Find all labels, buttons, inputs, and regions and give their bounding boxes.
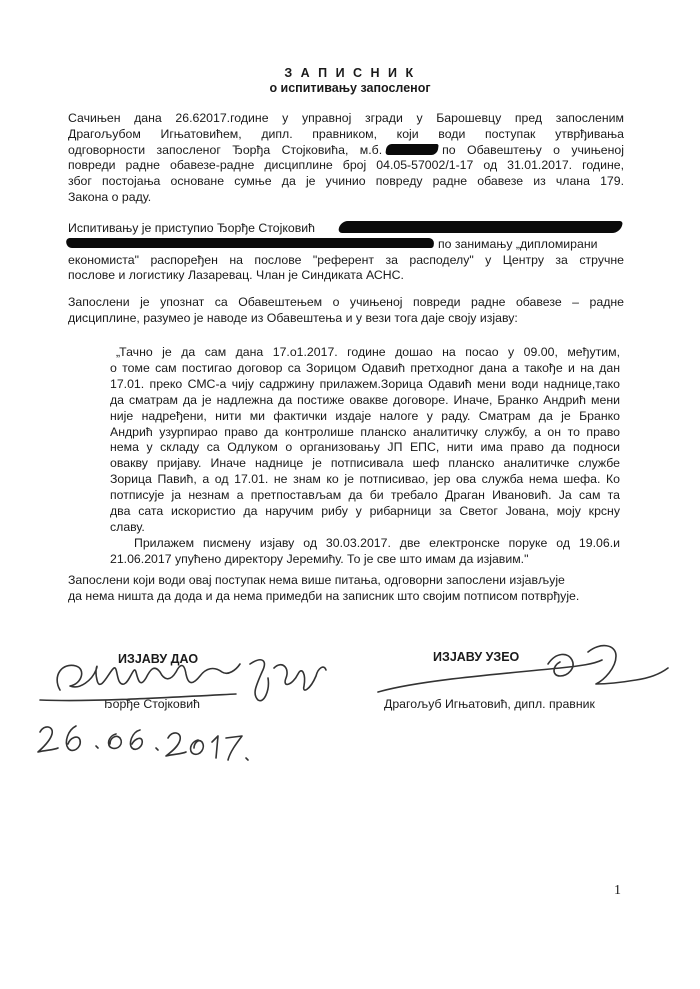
text-line: по занимању „дипломирани [438, 236, 598, 251]
text-segment: по Обавештењу о учињеној [442, 142, 624, 157]
text-line: Закона о раду. [68, 189, 152, 204]
text-line: потписује ја незнам а претпостављам да би требало Драган Ивановић. Ја сам та [110, 488, 620, 503]
text-line: Зорица Павић, а од 17.01. не знам ко је потписивао, јер ова служба нема шефа. Ко [110, 472, 620, 487]
text-line: Запослени је упознат са Обавештењем о учињеној повреди радне обавезе – радне [68, 295, 624, 309]
text-line: нема у складу са Одлуком о организовању ЈП ЕПС, нити има право да подноси [110, 440, 620, 455]
text-line: због постојања основане сумње да је учинио повреду радне обавезе из члана 179. [68, 174, 624, 189]
text-line: Сачињен дана 26.62017.године у управној згради у Барошевцу пред запосленим [68, 111, 624, 125]
left-signature-label: ИЗЈАВУ ДАО [118, 652, 199, 666]
document-subtitle: о испитивању запосленог [269, 81, 431, 95]
text-line: 17.01. преко СМС-а чију садржину прилажем.Зорица Одавић мени води наднице,тако [110, 376, 620, 391]
text-line: дисциплине, разумео је наводе из Обавештења и у вези тога даје своју изјаву: [68, 310, 518, 325]
right-signature-stroke [378, 660, 602, 692]
left-signature-stroke [40, 694, 236, 701]
text-line: славу. [110, 519, 145, 534]
text-line: Запослени који води овај поступак нема више питања, одговорни запослени изјављује [68, 573, 565, 587]
handwritten-date [212, 736, 218, 758]
right-signature-stroke [548, 654, 573, 676]
left-signature-stroke [57, 664, 240, 690]
text-line: Испитивању је приступио Ђорђе Стојковић [68, 221, 315, 235]
handwritten-date [38, 727, 58, 752]
text-line: послове и логистику Лазаревац. Члан је Синдиката АСНС. [68, 268, 404, 283]
handwritten-date [191, 740, 204, 754]
page-number: 1 [614, 883, 621, 898]
text-line: два сата искористио да наручим рибу у рибарници за Светог Јована, мојy крсну [110, 504, 620, 519]
text-line: Прилажем писмену изјаву од 30.03.2017. две електронске поруке од 19.06.и [134, 536, 620, 550]
handwritten-date [226, 736, 242, 760]
text-line: овакву пријаву. Иначе наднице је потписивала шеф планско аналитичке службе [110, 456, 620, 471]
right-signature-label: ИЗЈАВУ УЗЕО [433, 650, 520, 664]
handwritten-date [156, 748, 158, 750]
text-line: 21.06.2017 упућено директору Јеремићу. То је све што имам да изјавим." [110, 551, 529, 566]
document-title: З А П И С Н И К [284, 66, 416, 80]
text-line: да сматрам да је надлежна да постиже овакве договоре. Иначе, Бранко Андрић мени [110, 392, 620, 407]
text-line: повреди радне обавезе-радне дисциплине број 04.05-57002/1-17 од 31.01.2017. године, [68, 158, 624, 173]
handwritten-date [109, 734, 122, 748]
handwritten-date [66, 726, 80, 750]
left-signature-stroke [250, 660, 268, 701]
right-signature-stroke [588, 646, 668, 684]
text-line: није надређени, нити ми фактички издаје налоге у раду. Сматрам да је Бранко [110, 408, 620, 423]
text-segment: одговорности запосленог Ђорђа Стојковића, м.б. [68, 142, 383, 157]
text-line: Драгољубом Игњатовићем, дипл. правником, који води поступак утврђивања [68, 126, 624, 141]
left-signature-stroke [274, 665, 326, 690]
handwritten-date [130, 730, 142, 749]
text-line: „Тачно је да сам дана 17.о1.2017. године дошао на посао у 09.00, међутим, [116, 345, 620, 359]
handwritten-date [246, 758, 248, 760]
text-line: о томе сам постигао договор са Зорицом Одавић претходног дана а такође и на дан [110, 360, 620, 375]
right-signatory-name: Драгољуб Игњатовић, дипл. правник [384, 697, 595, 711]
left-signatory-name: Ђорђе Стојковић [102, 697, 200, 711]
text-line: економиста" распоређен на послове "референт за расподелу" у Центру за стручне [68, 252, 624, 267]
text-line: Андрић узурпирао право да контролише планско аналитичку службу, а он то право [110, 424, 620, 439]
text-line: да нема ништа да дода и да нема примедби на записник што својим потписом потврђује. [68, 588, 580, 603]
handwritten-date [166, 733, 186, 756]
handwritten-date [96, 746, 98, 748]
